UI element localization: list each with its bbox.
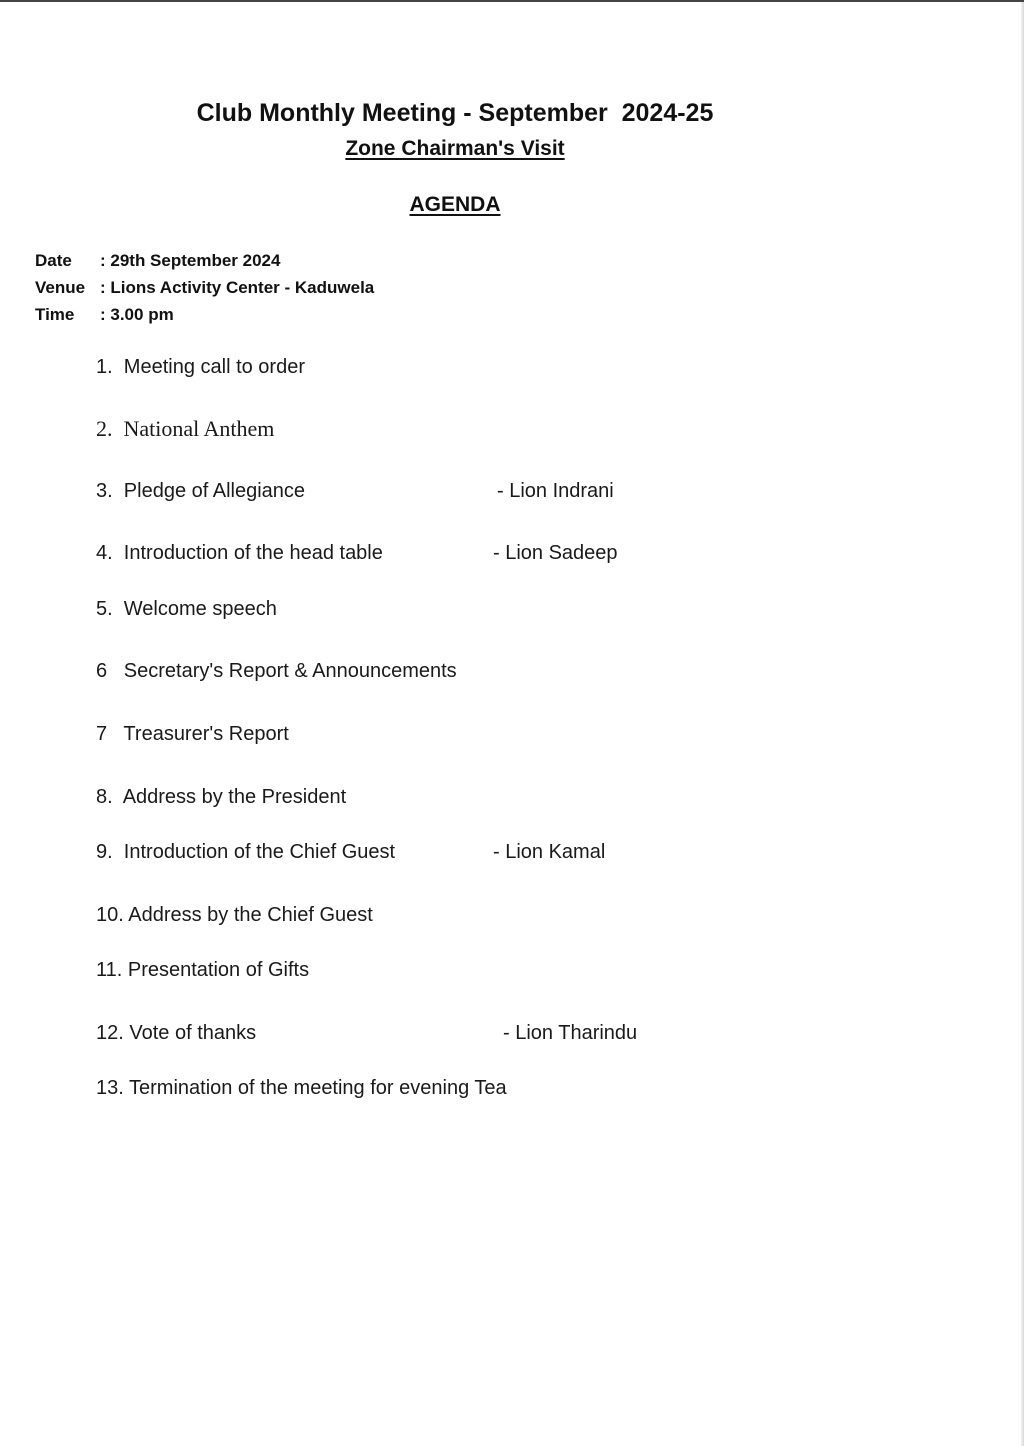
time-label: Time: [35, 305, 75, 324]
agenda-item: 12. Vote of thanks: [96, 1022, 257, 1044]
agenda-speaker: - Lion Sadeep: [493, 542, 618, 564]
agenda-heading-text: AGENDA: [409, 193, 501, 216]
agenda-item: 8. Address by the President: [96, 786, 347, 808]
venue-label: Venue: [35, 278, 86, 297]
agenda-speaker: - Lion Indrani: [497, 480, 614, 502]
document-title: Club Monthly Meeting - September 2024-25: [196, 99, 714, 127]
agenda-item: 9. Introduction of the Chief Guest: [96, 841, 396, 863]
agenda-item: 7 Treasurer's Report: [96, 723, 289, 745]
agenda-speaker: - Lion Kamal: [493, 841, 606, 863]
agenda-item: 10. Address by the Chief Guest: [96, 904, 373, 926]
subtitle-text: Zone Chairman's Visit: [345, 137, 565, 160]
agenda-heading: [0, 193, 910, 217]
date-value: : 29th September 2024: [100, 251, 281, 270]
date-label: Date: [35, 251, 72, 270]
agenda-speaker: - Lion Tharindu: [503, 1022, 638, 1044]
venue-value: : Lions Activity Center - Kaduwela: [100, 278, 375, 297]
agenda-item: 2. National Anthem: [96, 416, 275, 441]
agenda-item: 4. Introduction of the head table: [96, 542, 383, 564]
time-value: : 3.00 pm: [100, 305, 174, 324]
agenda-item: 13. Termination of the meeting for evening Tea: [96, 1077, 507, 1099]
agenda-item: 3. Pledge of Allegiance: [96, 480, 306, 502]
agenda-item: 1. Meeting call to order: [96, 356, 305, 378]
document-subtitle: [0, 137, 910, 161]
agenda-item: 6 Secretary's Report & Announcements: [96, 660, 457, 682]
agenda-item: 11. Presentation of Gifts: [96, 959, 310, 981]
agenda-item: 5. Welcome speech: [96, 598, 277, 620]
